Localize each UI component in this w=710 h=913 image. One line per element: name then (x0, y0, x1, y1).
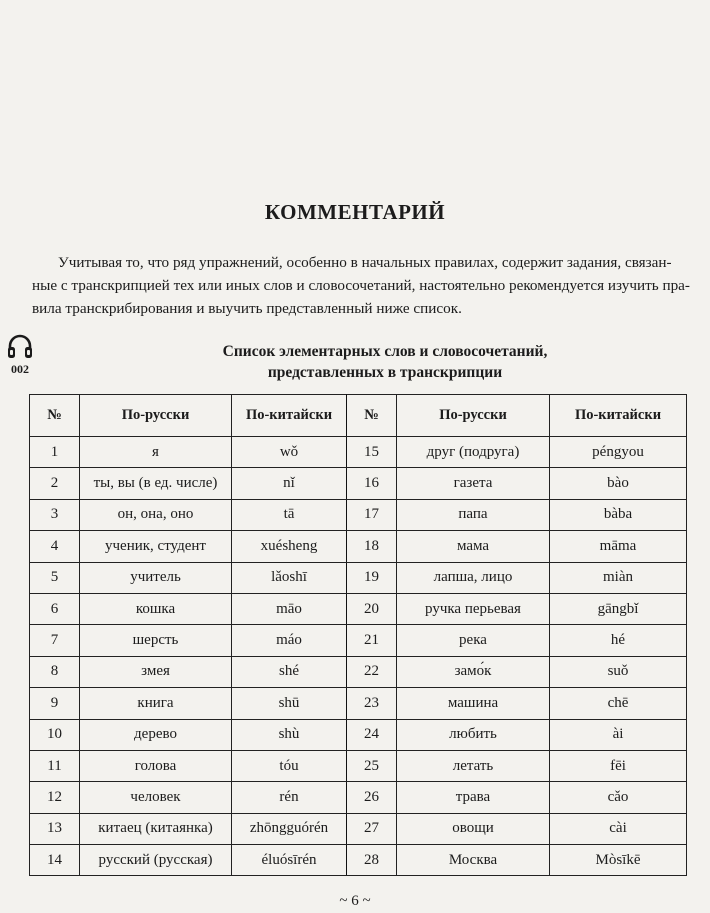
table-row (30, 531, 687, 562)
intro-line: ные с транскрипцией тех или иных слов и словосочетаний, настоятельно рекомендуется изучить пра- (32, 277, 690, 294)
chinese-pinyin: suǒ (550, 656, 687, 687)
chinese-pinyin: māma (550, 531, 687, 562)
vocabulary-table (29, 394, 687, 876)
row-number: 26 (347, 782, 397, 813)
russian-word: лапша, лицо (397, 562, 550, 593)
row-number: 25 (347, 750, 397, 781)
chinese-pinyin: gāngbǐ (550, 593, 687, 624)
column-header-number: № (347, 395, 397, 437)
russian-word: газета (397, 468, 550, 499)
row-number: 4 (30, 531, 80, 562)
russian-word: замо́к (397, 656, 550, 687)
row-number: 19 (347, 562, 397, 593)
chinese-pinyin: zhōngguórén (232, 813, 347, 844)
russian-word: змея (80, 656, 232, 687)
chinese-pinyin: shū (232, 688, 347, 719)
table-row (30, 593, 687, 624)
russian-word: голова (80, 750, 232, 781)
audio-track-marker (4, 332, 36, 377)
chinese-pinyin: miàn (550, 562, 687, 593)
russian-word: человек (80, 782, 232, 813)
russian-word: Москва (397, 845, 550, 876)
caption-line: Список элементарных слов и словосочетаний, (222, 343, 548, 360)
row-number: 15 (347, 437, 397, 468)
table-row (30, 499, 687, 530)
russian-word: овощи (397, 813, 550, 844)
row-number: 9 (30, 688, 80, 719)
chinese-pinyin: cài (550, 813, 687, 844)
table-row (30, 782, 687, 813)
row-number: 11 (30, 750, 80, 781)
caption-line: представленных в транскрипции (267, 364, 503, 381)
chinese-pinyin: nǐ (232, 468, 347, 499)
row-number: 12 (30, 782, 80, 813)
chinese-pinyin: xuésheng (232, 531, 347, 562)
row-number: 14 (30, 845, 80, 876)
chinese-pinyin: rén (232, 782, 347, 813)
table-row (30, 562, 687, 593)
russian-word: китаец (китаянка) (80, 813, 232, 844)
chinese-pinyin: wǒ (232, 437, 347, 468)
russian-word: ты, вы (в ед. числе) (80, 468, 232, 499)
russian-word: кошка (80, 593, 232, 624)
row-number: 13 (30, 813, 80, 844)
chinese-pinyin: chē (550, 688, 687, 719)
row-number: 3 (30, 499, 80, 530)
row-number: 8 (30, 656, 80, 687)
table-caption (150, 341, 620, 383)
intro-paragraph (32, 251, 690, 320)
table-row (30, 750, 687, 781)
row-number: 24 (347, 719, 397, 750)
chinese-pinyin: Mòsīkē (550, 845, 687, 876)
chinese-pinyin: hé (550, 625, 687, 656)
table-header-row (30, 395, 687, 437)
russian-word: река (397, 625, 550, 656)
table-row (30, 656, 687, 687)
row-number: 18 (347, 531, 397, 562)
row-number: 27 (347, 813, 397, 844)
row-number: 1 (30, 437, 80, 468)
row-number: 20 (347, 593, 397, 624)
russian-word: книга (80, 688, 232, 719)
row-number: 28 (347, 845, 397, 876)
row-number: 10 (30, 719, 80, 750)
chinese-pinyin: bàba (550, 499, 687, 530)
column-header-chinese: По-китайски (550, 395, 687, 437)
chinese-pinyin: shù (232, 719, 347, 750)
page-title: КОММЕНТАРИЙ (264, 200, 446, 224)
russian-word: мама (397, 531, 550, 562)
headphones-icon (6, 332, 34, 360)
row-number: 23 (347, 688, 397, 719)
russian-word: друг (подруга) (397, 437, 550, 468)
chinese-pinyin: shé (232, 656, 347, 687)
row-number: 17 (347, 499, 397, 530)
chinese-pinyin: lǎoshī (232, 562, 347, 593)
table-row (30, 845, 687, 876)
russian-word: летать (397, 750, 550, 781)
russian-word: дерево (80, 719, 232, 750)
row-number: 21 (347, 625, 397, 656)
chinese-pinyin: péngyou (550, 437, 687, 468)
row-number: 16 (347, 468, 397, 499)
table-row (30, 719, 687, 750)
table-row (30, 688, 687, 719)
chinese-pinyin: māo (232, 593, 347, 624)
table-row (30, 468, 687, 499)
chinese-pinyin: ài (550, 719, 687, 750)
chinese-pinyin: cǎo (550, 782, 687, 813)
table-row (30, 625, 687, 656)
russian-word: русский (русская) (80, 845, 232, 876)
russian-word: я (80, 437, 232, 468)
chinese-pinyin: éluósīrén (232, 845, 347, 876)
intro-line: Учитывая то, что ряд упражнений, особенно в начальных правилах, содержит задания, связан- (58, 254, 672, 271)
table-body (30, 437, 687, 876)
row-number: 6 (30, 593, 80, 624)
chinese-pinyin: tóu (232, 750, 347, 781)
row-number: 22 (347, 656, 397, 687)
russian-word: учитель (80, 562, 232, 593)
russian-word: ученик, студент (80, 531, 232, 562)
chinese-pinyin: bào (550, 468, 687, 499)
row-number: 5 (30, 562, 80, 593)
column-header-russian: По-русски (397, 395, 550, 437)
column-header-chinese: По-китайски (232, 395, 347, 437)
page-number: ~ 6 ~ (339, 893, 371, 909)
audio-track-number: 002 (11, 362, 29, 376)
table-row (30, 437, 687, 468)
russian-word: ручка перьевая (397, 593, 550, 624)
table-row (30, 813, 687, 844)
russian-word: шерсть (80, 625, 232, 656)
russian-word: любить (397, 719, 550, 750)
intro-line: вила транскрибирования и выучить представленный ниже список. (32, 300, 462, 317)
russian-word: трава (397, 782, 550, 813)
russian-word: машина (397, 688, 550, 719)
column-header-number: № (30, 395, 80, 437)
russian-word: он, она, оно (80, 499, 232, 530)
chinese-pinyin: fēi (550, 750, 687, 781)
column-header-russian: По-русски (80, 395, 232, 437)
chinese-pinyin: máo (232, 625, 347, 656)
row-number: 2 (30, 468, 80, 499)
chinese-pinyin: tā (232, 499, 347, 530)
russian-word: папа (397, 499, 550, 530)
row-number: 7 (30, 625, 80, 656)
